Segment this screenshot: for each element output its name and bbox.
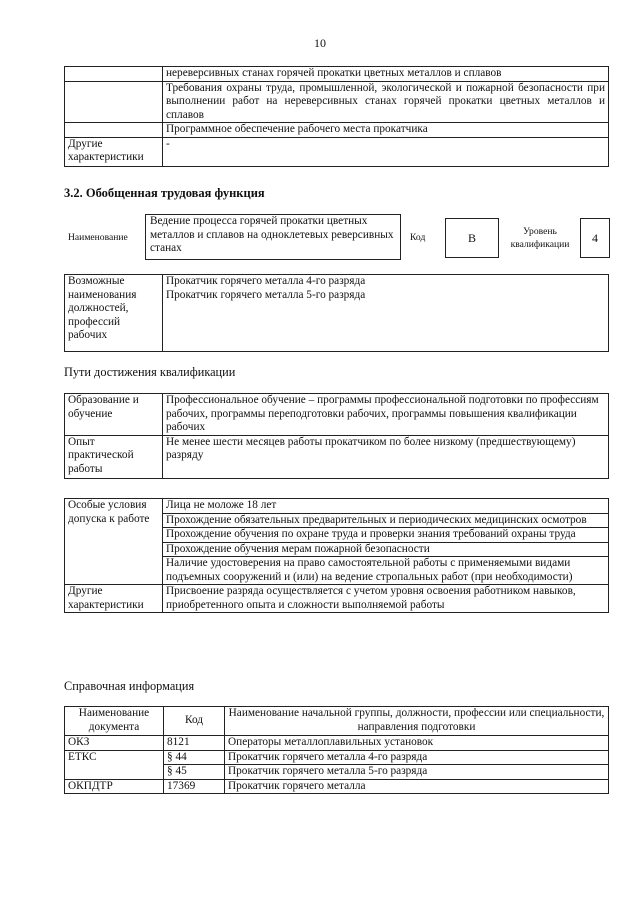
row-label: Другие характеристики — [65, 137, 163, 166]
education-table — [64, 393, 609, 479]
qualification-heading: Пути достижения квалификации — [64, 365, 236, 379]
table-row — [65, 394, 609, 436]
code-label: Код — [410, 232, 426, 243]
table-row — [65, 779, 609, 794]
table-row — [65, 81, 609, 123]
name-cell: Прокатчик горячего металла 4-го разряда — [225, 750, 609, 765]
reference-heading: Справочная информация — [64, 679, 195, 693]
code-cell: 17369 — [164, 779, 225, 794]
condition-item: Прохождение обязательных предварительных и периодических медицинских осмотров — [163, 513, 609, 528]
name-cell: Операторы металлоплавильных установок — [225, 736, 609, 751]
table-cell: Профессиональное обучение – программы профессиональной подготовки по профессиям рабочих, программы переподготовки рабочих, программы повышения квалификации рабочих — [163, 394, 609, 436]
row-label: Опыт практической работы — [65, 435, 163, 478]
page-number: 10 — [314, 36, 326, 50]
function-name: Ведение процесса горячей прокатки цветных металлов и сплавов на одноклетевых реверсивных станах — [145, 214, 401, 260]
code-cell: 8121 — [164, 736, 225, 751]
code-cell: § 44 — [164, 750, 225, 765]
positions-table — [64, 274, 609, 352]
table-row — [65, 123, 609, 138]
row-label: Возможные наименования должностей, профессий рабочих — [65, 275, 163, 352]
top-table — [64, 66, 609, 167]
conditions-table — [64, 498, 609, 613]
table-cell: Не менее шести месяцев работы прокатчиком по более низкому (предшествующему) разряду — [163, 435, 609, 478]
level-value: 4 — [580, 218, 610, 258]
doc-cell: ЕТКС — [65, 750, 164, 779]
column-header: Код — [164, 707, 225, 736]
doc-cell: ОКПДТР — [65, 779, 164, 794]
column-header: Наименование начальной группы, должности, профессии или специальности, направления подготовки — [225, 707, 609, 736]
table-row — [65, 585, 609, 613]
name-label: Наименование — [68, 232, 128, 243]
table-row — [65, 499, 609, 514]
section-title: 3.2. Обобщенная трудовая функция — [64, 186, 265, 200]
row-label: Образование и обучение — [65, 394, 163, 436]
condition-item: Прохождение обучения мерам пожарной безопасности — [163, 542, 609, 557]
reference-table — [64, 706, 609, 794]
condition-item: Прохождение обучения по охране труда и проверки знания требований охраны труда — [163, 528, 609, 543]
table-row — [65, 67, 609, 82]
condition-item: Наличие удостоверения на право самостоятельной работы с применяемыми видами подъемных сооружений и (или) на ведение стропальных работ (при необходимости) — [163, 557, 609, 585]
table-row — [65, 137, 609, 166]
row-label: Особые условия допуска к работе — [65, 499, 163, 585]
name-cell: Прокатчик горячего металла — [225, 779, 609, 794]
table-row — [65, 736, 609, 751]
code-cell: § 45 — [164, 765, 225, 780]
condition-item: Лица не моложе 18 лет — [163, 499, 609, 514]
code-value: B — [445, 218, 499, 258]
position-item: Прокатчик горячего металла 4-го разряда — [166, 275, 366, 287]
doc-cell: ОКЗ — [65, 736, 164, 751]
row-label: Другие характеристики — [65, 585, 163, 613]
table-header-row — [65, 707, 609, 736]
table-cell: - — [163, 137, 609, 166]
level-label: Уровень квалификации — [510, 226, 570, 250]
table-row — [65, 750, 609, 765]
position-item: Прокатчик горячего металла 5-го разряда — [166, 288, 366, 301]
table-row — [65, 275, 609, 352]
name-cell: Прокатчик горячего металла 5-го разряда — [225, 765, 609, 780]
table-cell: Программное обеспечение рабочего места прокатчика — [163, 123, 609, 138]
table-cell: Требования охраны труда, промышленной, экологической и пожарной безопасности при выполнении работ на нереверсивных станах горячей прокатки цветных металлов и сплавов — [163, 81, 609, 123]
column-header: Наименование документа — [65, 707, 164, 736]
table-row — [65, 435, 609, 478]
table-cell: нереверсивных станах горячей прокатки цветных металлов и сплавов — [163, 67, 609, 82]
table-cell: Присвоение разряда осуществляется с учетом уровня освоения работником навыков, приобретенного опыта и сложности выполняемой работы — [163, 585, 609, 613]
